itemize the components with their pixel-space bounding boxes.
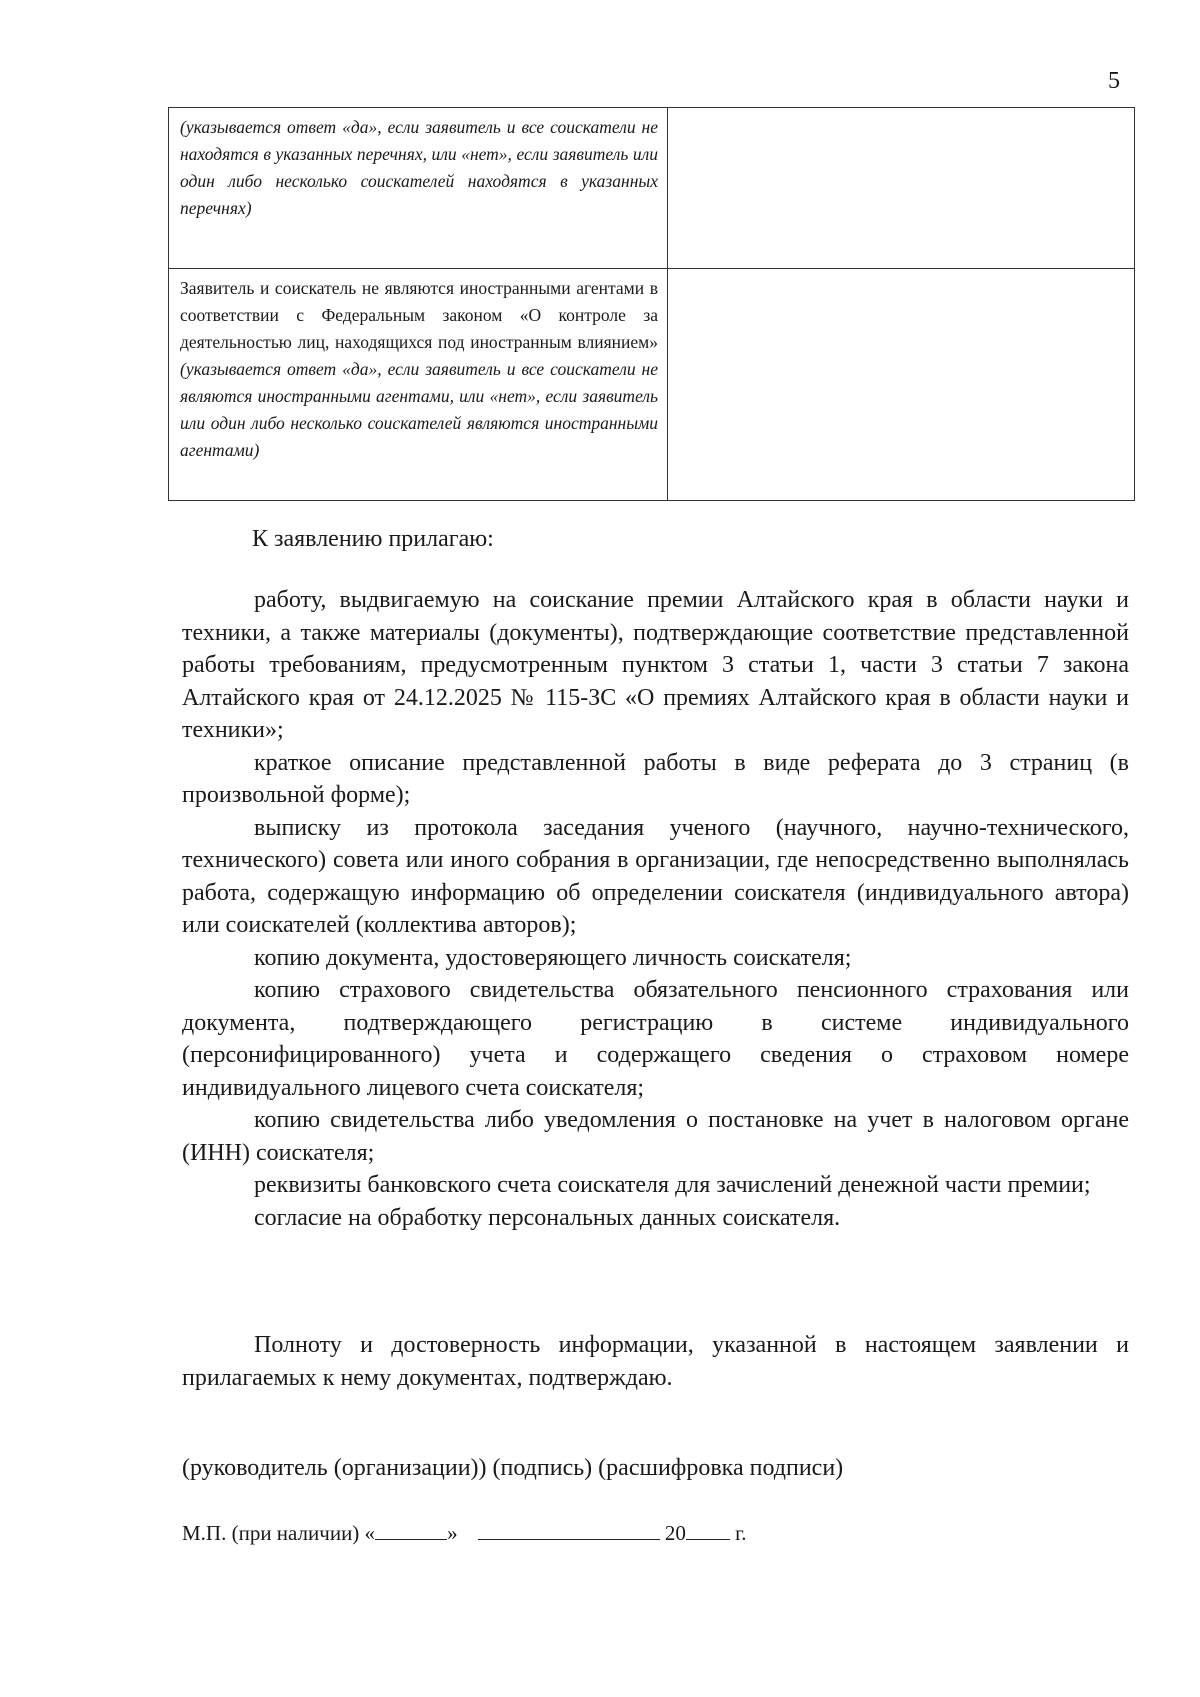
month-blank[interactable]	[478, 1519, 660, 1540]
question-hint: (указывается ответ «да», если заявитель и все соискатели не являются иностранными агентами, или «нет», если заявитель или один либо несколько соискателей являются иностранными агентами)	[180, 359, 658, 460]
declaration-table	[168, 107, 1135, 501]
list-item: копию свидетельства либо уведомления о постановке на учет в налоговом органе (ИНН) соискателя;	[182, 1107, 1129, 1166]
page-number: 5	[1108, 68, 1120, 94]
attachments-lead: К заявлению прилагаю:	[252, 526, 494, 552]
table-row	[169, 108, 1135, 269]
confirmation-text: Полноту и достоверность информации, указанной в настоящем заявлении и прилагаемых к нему документах, подтверждаю.	[182, 1332, 1129, 1391]
list-item: согласие на обработку персональных данных соискателя.	[254, 1204, 841, 1231]
signature-line: (руководитель (организации)) (подпись) (расшифровка подписи)	[182, 1455, 844, 1481]
list-item: реквизиты банковского счета соискателя для зачислений денежной части премии;	[254, 1172, 1091, 1198]
list-item: копию документа, удостоверяющего личность соискателя;	[254, 944, 852, 971]
stamp-date-line	[182, 1519, 747, 1546]
question-text: Заявитель и соискатель не являются иностранными агентами в соответствии с Федеральным законом «О контроле за деятельностью лиц, находящихся под иностранным влиянием»	[180, 278, 658, 352]
answer-cell[interactable]	[668, 269, 1135, 501]
list-item: краткое описание представленной работы в виде реферата до 3 страниц (в произвольной форме);	[182, 749, 1129, 808]
year-suffix: г.	[735, 1521, 747, 1545]
year-blank[interactable]	[686, 1519, 730, 1540]
attachments-list	[182, 584, 1129, 1234]
question-cell	[169, 269, 668, 501]
question-hint: (указывается ответ «да», если заявитель и все соискатели не находятся в указанных перечнях, или «нет», если заявитель или один либо несколько соискателей находятся в указанных перечнях)	[180, 117, 658, 218]
answer-cell[interactable]	[668, 108, 1135, 269]
quote-close: »	[447, 1521, 458, 1545]
list-item: выписку из протокола заседания ученого (научного, научно-технического, технического) совета или иного собрания в организации, где непосредственно выполнялась работа, содержащую информацию об определении соискателя (индивидуального автора) или соискателей (коллектива авторов);	[182, 814, 1129, 938]
table-row	[169, 269, 1135, 501]
list-item: работу, выдвигаемую на соискание премии Алтайского края в области науки и техники, а также материалы (документы), подтверждающие соответствие представленной работы требованиям, предусмотренным пунктом 3 статьи 1, части 3 статьи 7 закона Алтайского края от 24.12.2025 № 115-ЗС «О премиях Алтайского края в области науки и техники»;	[182, 587, 1129, 743]
list-item: копию страхового свидетельства обязательного пенсионного страхования или документа, подтверждающего регистрацию в системе индивидуального (персонифицированного) учета и содержащего сведения о страховом номере индивидуального лицевого счета соискателя;	[182, 977, 1129, 1101]
question-cell	[169, 108, 668, 269]
confirmation-block	[182, 1329, 1129, 1394]
day-blank[interactable]	[375, 1519, 447, 1540]
year-prefix: 20	[664, 1521, 686, 1545]
mp-label: М.П. (при наличии) «	[182, 1521, 376, 1545]
